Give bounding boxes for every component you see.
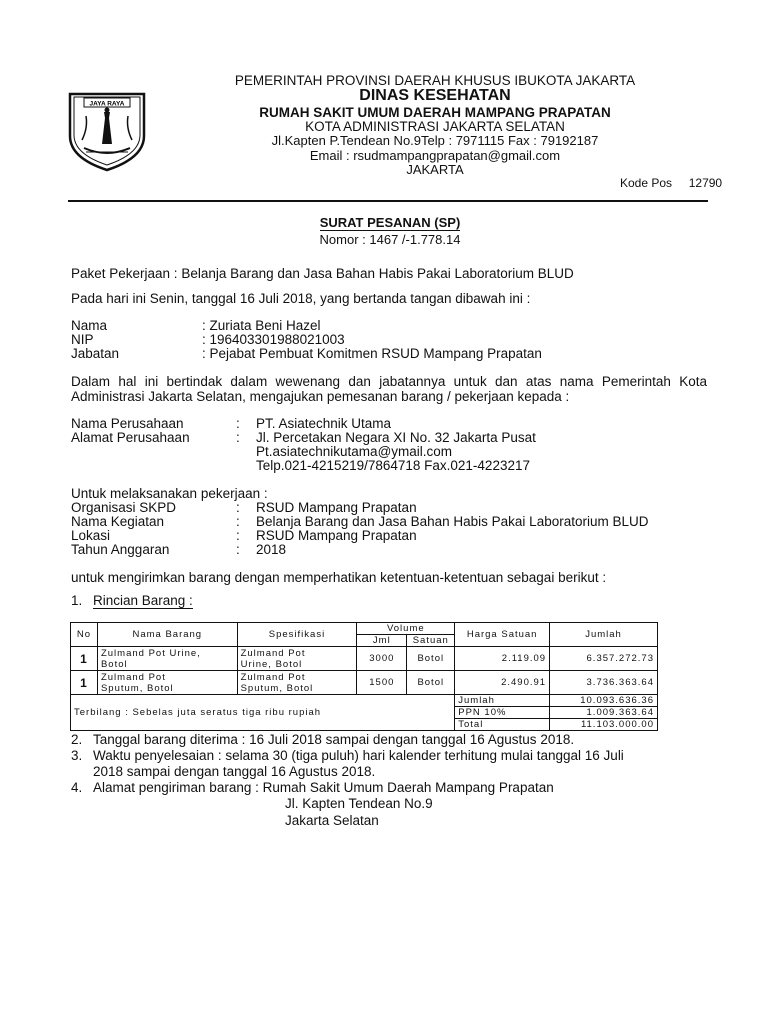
- signer-name-value: : Zuriata Beni Hazel: [202, 318, 321, 333]
- terms-intro: untuk mengirimkan barang dengan memperhatikan ketentuan-ketentuan sebagai berikut :: [71, 570, 607, 585]
- job-org-label: Organisasi SKPD: [71, 500, 177, 515]
- job-location-value: RSUD Mampang Prapatan: [256, 528, 417, 543]
- job-org-value: RSUD Mampang Prapatan: [256, 500, 417, 515]
- row-qty: 1500: [357, 671, 407, 695]
- table-row: [71, 647, 658, 671]
- row-no: 1: [71, 647, 98, 671]
- term-2-number: 2.: [71, 732, 83, 747]
- term-4-city: Jakarta Selatan: [285, 813, 379, 828]
- term-4-street: Jl. Kapten Tendean No.9: [285, 796, 433, 811]
- job-activity-label: Nama Kegiatan: [71, 514, 165, 529]
- tax-label: PPN 10%: [455, 707, 550, 719]
- term-3-line2: 2018 sampai dengan tanggal 16 Agustus 2018.: [93, 764, 376, 779]
- term-1-label-text: Rincian Barang :: [93, 593, 193, 608]
- authority-paragraph: Dalam hal ini bertindak dalam wewenang dan jabatannya untuk dan atas nama Pemerintah Kota Administrasi Jakarta Selatan, mengajukan pemesanan barang / pekerjaan kepada :: [71, 374, 707, 404]
- row-item-name-line2: Botol: [100, 658, 128, 670]
- row-spec-line2: Urine, Botol: [240, 658, 303, 670]
- letterhead-hospital: RUMAH SAKIT UMUM DAERAH MAMPANG PRAPATAN: [259, 105, 611, 120]
- amount-in-words: Terbilang : Sebelas juta seratus tiga ribu rupiah: [71, 695, 455, 731]
- row-item-name-line2: Sputum, Botol: [100, 682, 174, 694]
- job-location-colon: :: [236, 528, 240, 543]
- term-4-number: 4.: [71, 780, 83, 795]
- total-value: 11.103.000.00: [550, 719, 658, 731]
- row-no: 1: [71, 671, 98, 695]
- signer-name-label: Nama: [71, 318, 108, 333]
- row-unit: Botol: [407, 647, 455, 671]
- row-spec: [237, 671, 357, 695]
- row-item-name: [97, 671, 237, 695]
- job-year-colon: :: [236, 542, 240, 557]
- row-unit-price: 2.490.91: [455, 671, 550, 695]
- vendor-address-colon: :: [236, 430, 240, 445]
- logo-ribbon-text: JAYA RAYA: [89, 100, 125, 108]
- document-title-text: SURAT PESANAN (SP): [319, 215, 461, 230]
- letterhead-government: PEMERINTAH PROVINSI DAERAH KHUSUS IBUKOTA JAKARTA: [234, 73, 636, 88]
- header-volume: Volume: [357, 623, 455, 635]
- signer-nip-value: : 196403301988021003: [202, 332, 345, 347]
- job-org-colon: :: [236, 500, 240, 515]
- vendor-address-value: Jl. Percetakan Negara XI No. 32 Jakarta Pusat: [256, 430, 536, 445]
- term-1-label: [93, 593, 707, 609]
- letterhead-divider: [68, 200, 708, 202]
- subtotal-value: 10.093.636.36: [550, 695, 658, 707]
- vendor-email: Pt.asiatechnikutama@ymail.com: [256, 444, 453, 459]
- row-item-name: [97, 647, 237, 671]
- row-spec-line1: Zulmand Pot: [240, 671, 306, 683]
- table-row: [71, 671, 658, 695]
- term-1-number: 1.: [71, 593, 83, 608]
- letterhead-city-name: JAKARTA: [406, 162, 464, 177]
- row-amount: 3.736.363.64: [550, 671, 658, 695]
- job-year-label: Tahun Anggaran: [71, 542, 170, 557]
- signer-nip-label: NIP: [71, 332, 94, 347]
- term-3-line1: Waktu penyelesaian : selama 30 (tiga puluh) hari kalender terhitung mulai tanggal 16 Juli: [93, 748, 624, 763]
- header-amount: Jumlah: [550, 623, 658, 647]
- postal-code-value: 12790: [688, 176, 723, 190]
- postal-code-label: Kode Pos: [620, 176, 673, 190]
- jakarta-emblem-logo: [66, 88, 148, 172]
- header-unit-price: Harga Satuan: [455, 623, 550, 647]
- header-unit: Satuan: [407, 635, 455, 647]
- job-activity-colon: :: [236, 514, 240, 529]
- row-item-name-line1: Zulmand Pot: [100, 671, 166, 683]
- work-package: Paket Pekerjaan : Belanja Barang dan Jasa Bahan Habis Pakai Laboratorium BLUD: [71, 266, 574, 281]
- item-table: [70, 622, 658, 731]
- term-4-text: Alamat pengiriman barang : Rumah Sakit Umum Daerah Mampang Prapatan: [93, 780, 554, 795]
- vendor-phone: Telp.021-4215219/7864718 Fax.021-4223217: [256, 458, 530, 473]
- term-2-text: Tanggal barang diterima : 16 Juli 2018 sampai dengan tanggal 16 Agustus 2018.: [93, 732, 575, 747]
- subtotal-label: Jumlah: [455, 695, 550, 707]
- row-unit-price: 2.119.09: [455, 647, 550, 671]
- tax-value: 1.009.363.64: [550, 707, 658, 719]
- letterhead-address: Jl.Kapten P.Tendean No.9Telp : 7971115 Fax : 79192187: [271, 133, 599, 148]
- row-unit: Botol: [407, 671, 455, 695]
- letterhead-email: Email : rsudmampangprapatan@gmail.com: [309, 148, 561, 163]
- letterhead-agency: DINAS KESEHATAN: [359, 87, 511, 104]
- job-location-label: Lokasi: [71, 528, 111, 543]
- term-3-number: 3.: [71, 748, 83, 763]
- header-qty: Jml: [357, 635, 407, 647]
- job-heading: Untuk melaksanakan pekerjaan :: [71, 486, 268, 501]
- letterhead-city: KOTA ADMINISTRASI JAKARTA SELATAN: [305, 119, 565, 134]
- row-amount: 6.357.272.73: [550, 647, 658, 671]
- signer-position-label: Jabatan: [71, 346, 120, 361]
- job-year-value: 2018: [256, 542, 287, 557]
- row-spec-line1: Zulmand Pot: [240, 647, 306, 659]
- postal-code: [620, 176, 722, 190]
- vendor-name-label: Nama Perusahaan: [71, 416, 184, 431]
- row-spec-line2: Sputum, Botol: [240, 682, 314, 694]
- document-number: Nomor : 1467 /-1.778.14: [319, 232, 461, 247]
- document-title: [150, 215, 630, 230]
- header-item-name: Nama Barang: [97, 623, 237, 647]
- vendor-name-colon: :: [236, 416, 240, 431]
- header-spec: Spesifikasi: [237, 623, 357, 647]
- signer-position-value: : Pejabat Pembuat Komitmen RSUD Mampang Prapatan: [202, 346, 542, 361]
- vendor-name-value: PT. Asiatechnik Utama: [256, 416, 392, 431]
- intro-sentence: Pada hari ini Senin, tanggal 16 Juli 2018, yang bertanda tangan dibawah ini :: [71, 291, 531, 306]
- row-spec: [237, 647, 357, 671]
- row-qty: 3000: [357, 647, 407, 671]
- job-activity-value: Belanja Barang dan Jasa Bahan Habis Pakai Laboratorium BLUD: [256, 514, 649, 529]
- vendor-address-label: Alamat Perusahaan: [71, 430, 190, 445]
- total-label: Total: [455, 719, 550, 731]
- header-no: No: [71, 623, 98, 647]
- row-item-name-line1: Zulmand Pot Urine,: [100, 647, 201, 659]
